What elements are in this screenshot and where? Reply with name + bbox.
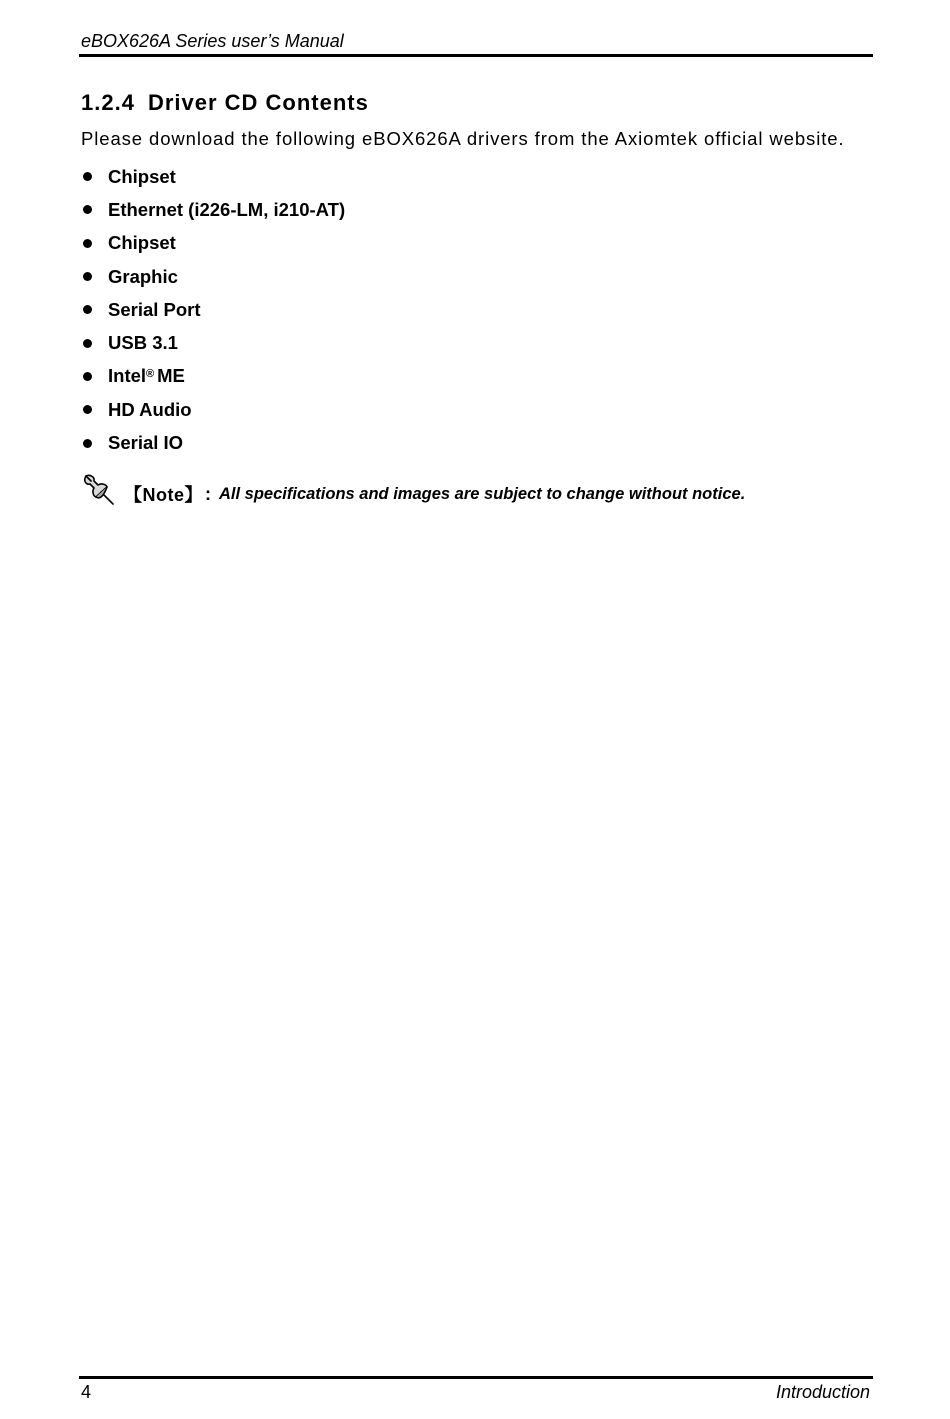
bullet-icon [83,172,92,181]
pushpin-icon [80,472,120,508]
bullet-icon [83,239,92,248]
bullet-icon [83,405,92,414]
driver-label: Ethernet (i226-LM, i210-AT) [108,198,346,220]
bullet-icon [83,205,92,214]
driver-label: Chipset [108,165,176,187]
footer-section-name: Introduction [775,1382,870,1402]
driver-label-suffix: ME [157,365,185,387]
list-item [81,393,345,426]
note-separator: : [205,483,211,504]
section-title: Driver CD Contents [147,90,369,115]
bullet-icon [83,439,92,448]
intro-paragraph: Please download the following eBOX626A drivers from the Axiomtek official website. [81,128,845,149]
list-item [81,293,345,326]
footer-divider [79,1376,873,1379]
section-heading [81,90,369,116]
driver-label: Serial IO [108,432,184,454]
list-item [81,260,345,293]
list-item [81,360,345,393]
list-item [81,160,345,193]
driver-list [81,160,345,460]
driver-label: USB 3.1 [108,332,178,354]
note-callout [80,474,745,514]
list-item [81,426,345,459]
bullet-icon [83,372,92,381]
section-number: 1.2.4 [81,90,135,115]
driver-label: Intel [108,365,147,387]
driver-label: Serial Port [108,298,201,320]
list-item [81,326,345,359]
list-item [81,227,345,260]
driver-label: Chipset [108,232,176,254]
driver-label: Graphic [108,265,178,287]
note-label: 【Note】 [124,485,203,505]
running-header-title: eBOX626A Series user’s Manual [81,31,344,51]
bullet-icon [83,339,92,348]
driver-label: HD Audio [108,398,192,420]
list-item [81,193,345,226]
bullet-icon [83,272,92,281]
header-divider [79,54,873,57]
bullet-icon [83,305,92,314]
page-number: 4 [81,1382,92,1402]
note-text: All specifications and images are subject to change without notice. [219,484,746,503]
registered-mark: ® [146,368,155,381]
